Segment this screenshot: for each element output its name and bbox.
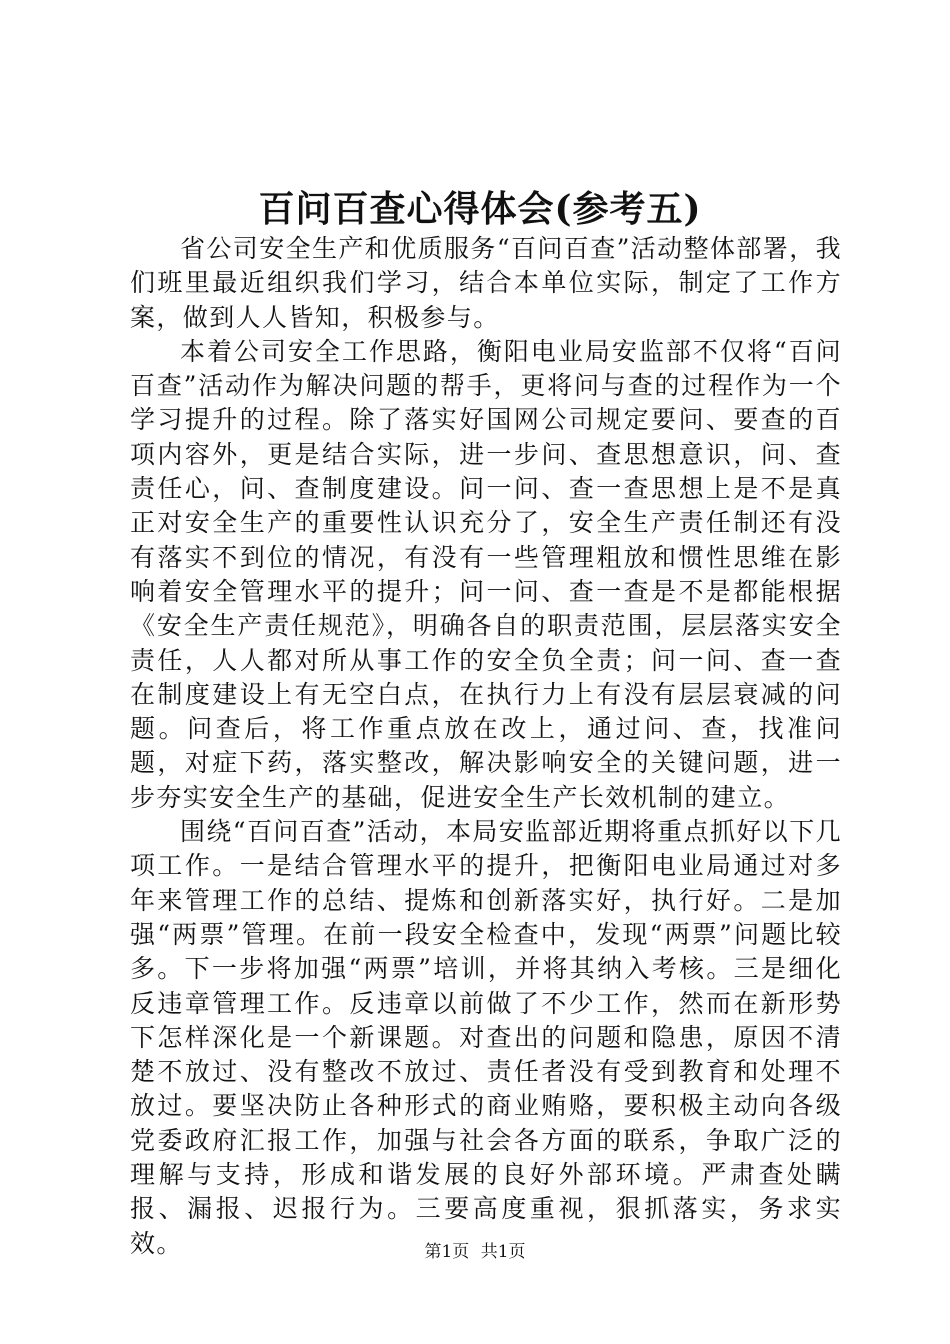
page-number-total: 共1页 (480, 1242, 526, 1262)
paragraph-3: 围绕“百问百查”活动，本局安监部近期将重点抓好以下几项工作。一是结合管理水平的提升，把衡阳电业局通过对多年来管理工作的总结、提炼和创新落实好，执行好。二是加强“两票”管理。在前一段安全检查中，发现“两票”问题比较多。下一步将加强“两票”培训，并将其纳入考核。三是细化反违章管理工作。反违章以前做了不少工作，然而在新形势下怎样深化是一个新课题。对查出的问题和隐患，原因不清楚不放过、没有整改不放过、责任者没有受到教育和处理不放过。要坚决防止各种形式的商业贿赂，要积极主动向各级党委政府汇报工作，加强与社会各方面的联系，争取广泛的理解与支持，形成和谐发展的良好外部环境。严肃查处瞒报、漏报、迟报行为。三要高度重视，狠抓落实，务求实效。 (130, 817, 842, 1258)
paragraph-1: 省公司安全生产和优质服务“百问百查”活动整体部署，我们班里最近组织我们学习，结合本单位实际，制定了工作方案，做到人人皆知，积极参与。 (130, 234, 842, 332)
page-footer (0, 1240, 950, 1264)
document-body (130, 232, 842, 1261)
document-title: 百问百查心得体会(参考五) (258, 188, 702, 230)
paragraph-2: 本着公司安全工作思路，衡阳电业局安监部不仅将“百问百查”活动作为解决问题的帮手，更将问与查的过程作为一个学习提升的过程。除了落实好国网公司规定要问、要查的百项内容外，更是结合实际，进一步问、查思想意识，问、查责任心，问、查制度建设。问一问、查一查思想上是不是真正对安全生产的重要性认识充分了，安全生产责任制还有没有落实不到位的情况，有没有一些管理粗放和惯性思维在影响着安全管理水平的提升；问一问、查一查是不是都能根据《安全生产责任规范》，明确各自的职责范围，层层落实安全责任，人人都对所从事工作的安全负全责；问一问、查一查在制度建设上有无空白点，在执行力上有没有层层衰减的问题。问查后，将工作重点放在改上，通过问、查，找准问题，对症下药，落实整改，解决影响安全的关键问题，进一步夯实安全生产的基础，促进安全生产长效机制的建立。 (130, 336, 842, 812)
page-number-current: 第1页 (424, 1242, 470, 1262)
